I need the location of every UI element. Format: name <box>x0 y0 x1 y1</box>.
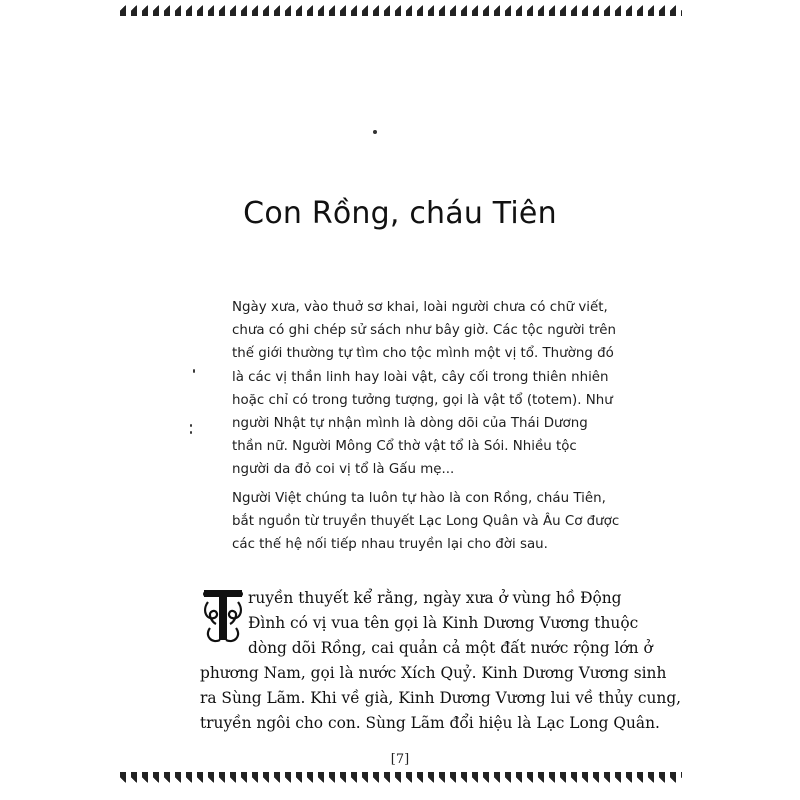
page-title: Con Rồng, cháu Tiên <box>243 196 557 231</box>
intro-line: hoặc chỉ có trong tưởng tượng, gọi là vật tổ (totem). Như <box>232 392 613 408</box>
intro-line: thế giới thường tự tìm cho tộc mình một vị tổ. Thường đó <box>232 346 614 362</box>
story-block <box>200 586 682 736</box>
page-number: [7] <box>390 752 410 767</box>
ink-speck <box>190 424 192 427</box>
intro-line: bắt nguồn từ truyền thuyết Lạc Long Quân và Âu Cơ được <box>232 513 620 529</box>
intro-line: các thế hệ nối tiếp nhau truyền lại cho đời sau. <box>232 537 548 553</box>
intro-paragraph-2 <box>232 487 620 557</box>
intro-line: người da đỏ coi vị tổ là Gấu mẹ... <box>232 462 455 478</box>
top-decorative-border <box>120 2 682 16</box>
story-line: dòng dõi Rồng, cai quản cả một đất nước rộng lớn ở <box>248 639 653 657</box>
story-line: Đình có vị vua tên gọi là Kinh Dương Vương thuộc <box>248 614 639 632</box>
intro-block <box>232 296 620 561</box>
intro-line: là các vị thần linh hay loài vật, cây cối trong thiên nhiên <box>232 369 609 385</box>
ink-speck <box>373 130 377 134</box>
story-line: ra Sùng Lãm. Khi về già, Kinh Dương Vương lui về thủy cung, <box>200 689 682 707</box>
story-line: phương Nam, gọi là nước Xích Quỷ. Kinh Dương Vương sinh <box>200 664 667 682</box>
ink-speck <box>190 431 192 434</box>
intro-line: người Nhật tự nhận mình là dòng dõi của Thái Dương <box>232 416 588 432</box>
story-line: ruyền thuyết kể rằng, ngày xưa ở vùng hồ Động <box>248 589 622 607</box>
intro-line: Người Việt chúng ta luôn tự hào là con Rồng, cháu Tiên, <box>232 490 606 506</box>
intro-line: thần nữ. Người Mông Cổ thờ vật tổ là Sói. Nhiều tộc <box>232 439 577 455</box>
bottom-decorative-border <box>120 772 682 786</box>
intro-line: chưa có ghi chép sử sách như bây giờ. Các tộc người trên <box>232 323 617 339</box>
story-line: truyền ngôi cho con. Sùng Lãm đổi hiệu là Lạc Long Quân. <box>200 714 660 732</box>
intro-paragraph-1 <box>232 296 617 482</box>
intro-line: Ngày xưa, vào thuở sơ khai, loài người chưa có chữ viết, <box>232 300 608 315</box>
ink-speck <box>193 369 195 373</box>
